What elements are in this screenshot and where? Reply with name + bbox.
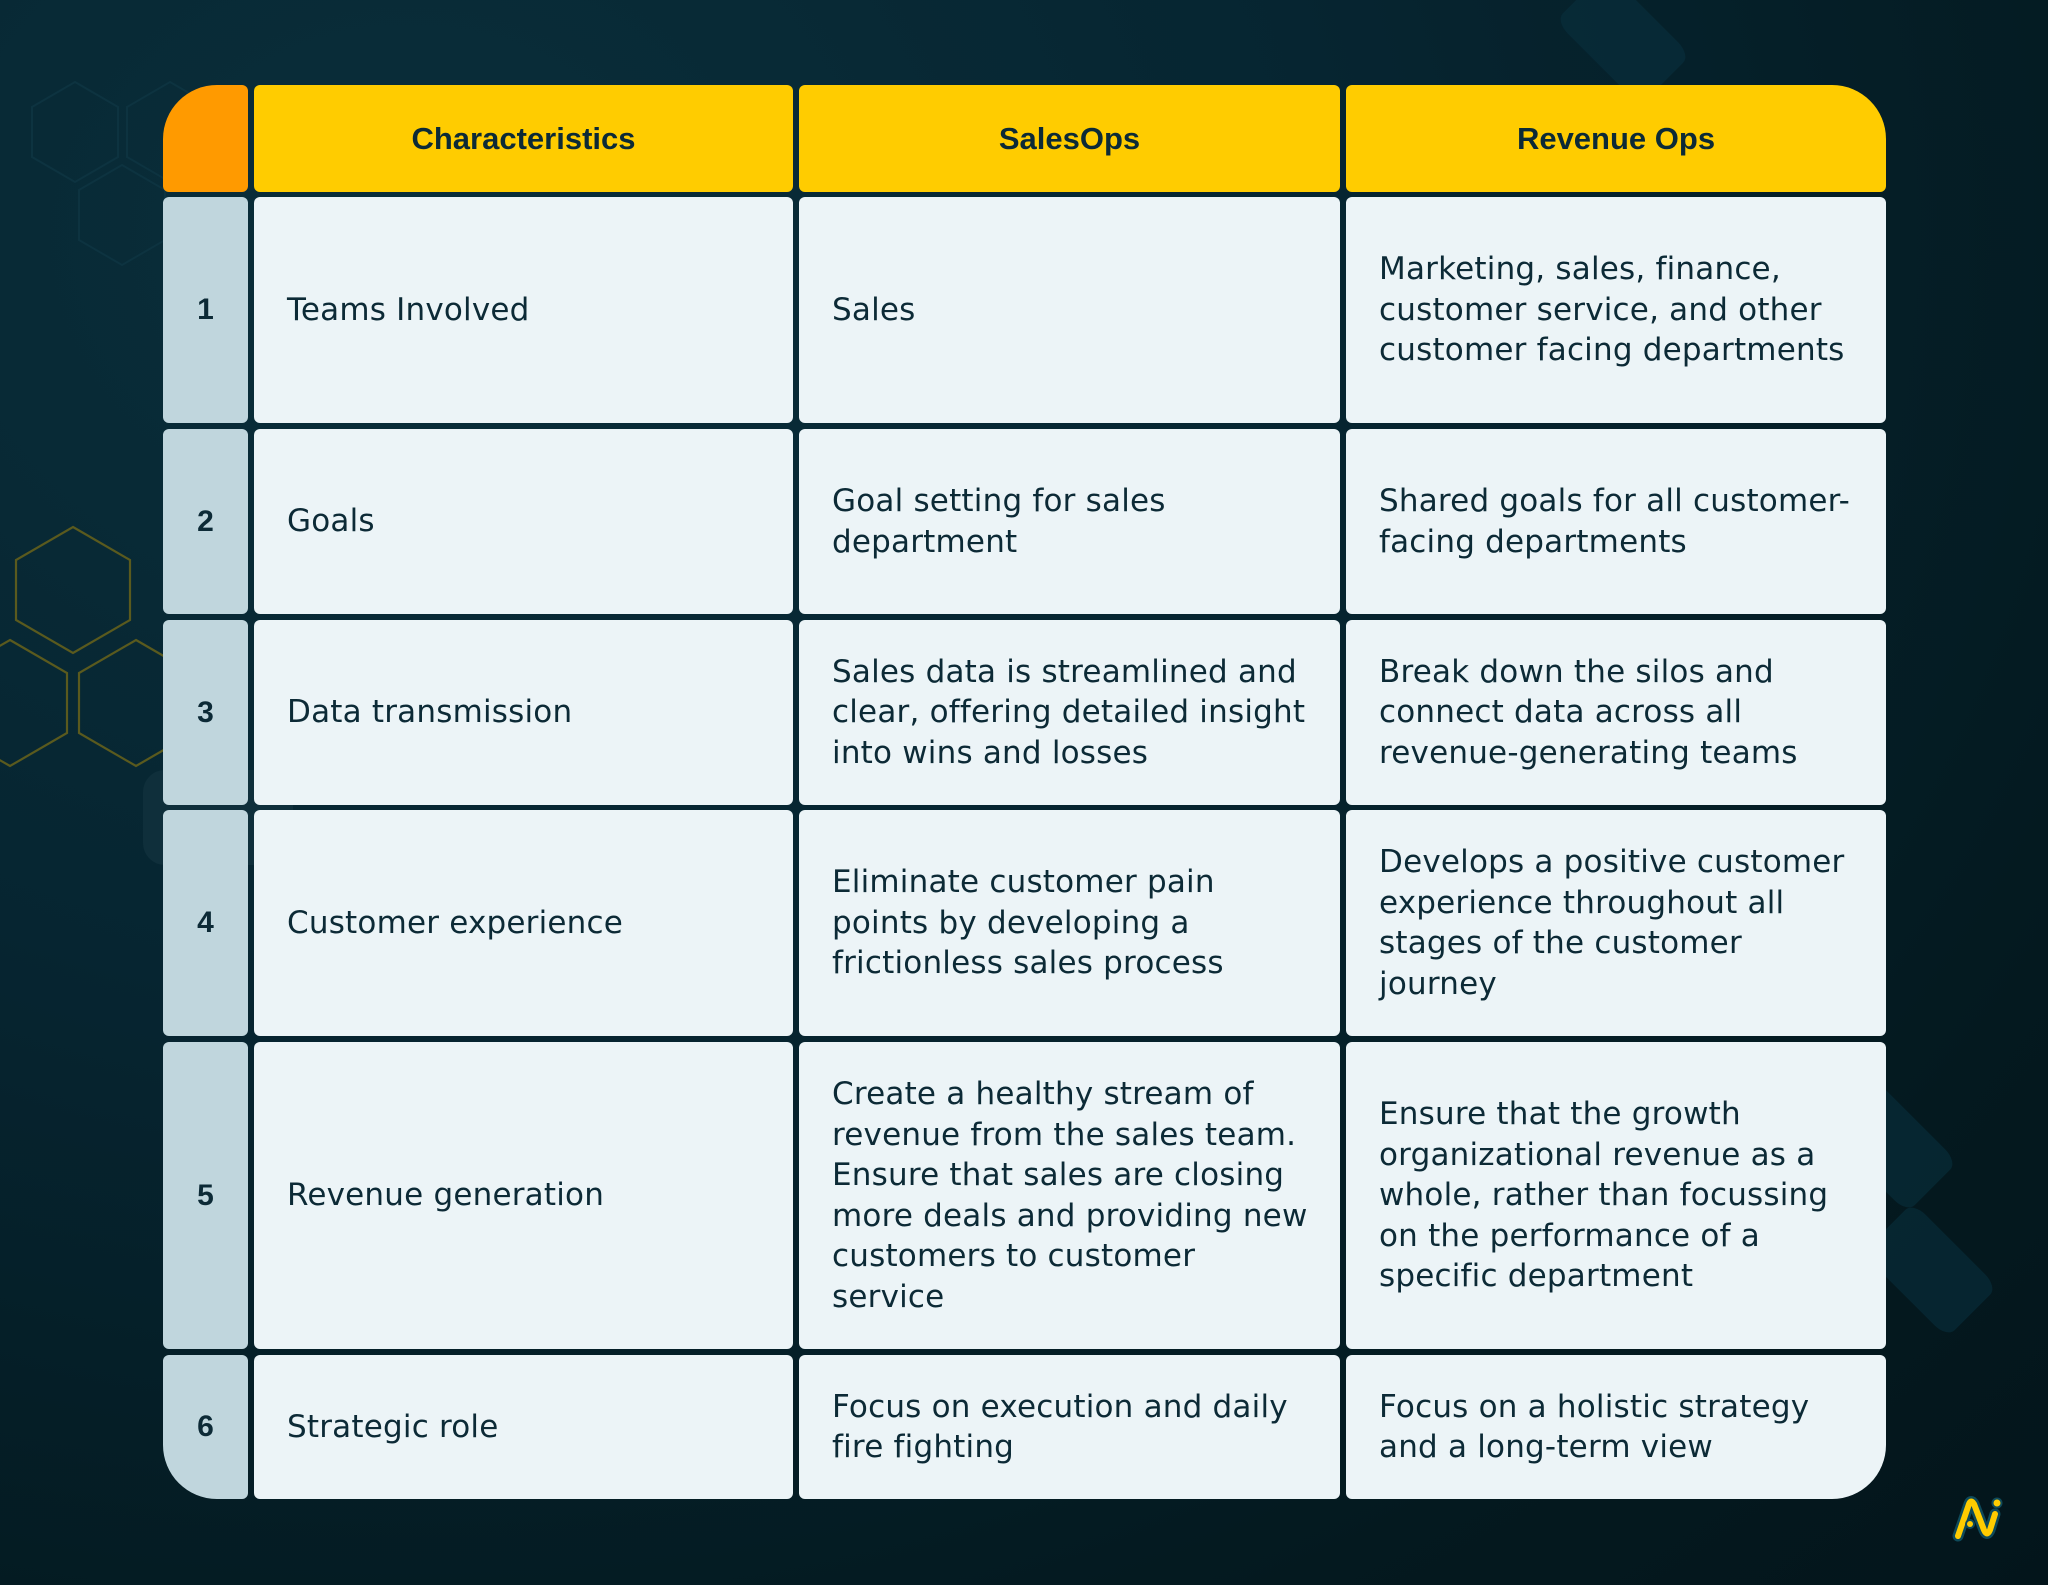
cell-revenueops: Break down the silos and connect data across all revenue-generating teams [1346,620,1886,805]
cell-characteristic: Data transmission [254,620,793,805]
row-index: 4 [163,810,248,1036]
cell-characteristic: Strategic role [254,1355,793,1499]
cell-salesops: Focus on execution and daily fire fighting [799,1355,1340,1499]
row-index: 5 [163,1042,248,1349]
cell-characteristic: Revenue generation [254,1042,793,1349]
header-salesops: SalesOps [799,85,1340,192]
cell-revenueops: Shared goals for all customer-facing departments [1346,429,1886,614]
row-index: 6 [163,1355,248,1499]
row-index: 2 [163,429,248,614]
cell-salesops: Sales data is streamlined and clear, offering detailed insight into wins and losses [799,620,1340,805]
header-characteristics: Characteristics [254,85,793,192]
hexagon-pattern-left [0,520,170,780]
cell-salesops: Create a healthy stream of revenue from the sales team. Ensure that sales are closing more deals and providing new customers to customer service [799,1042,1340,1349]
comparison-table [163,85,1886,1499]
ai-logo-icon [1952,1492,2004,1544]
cell-characteristic: Goals [254,429,793,614]
cell-characteristic: Customer experience [254,810,793,1036]
cell-revenueops: Ensure that the growth organizational revenue as a whole, rather than focussing on the performance of a specific department [1346,1042,1886,1349]
cell-characteristic: Teams Involved [254,197,793,423]
cell-salesops: Goal setting for sales department [799,429,1340,614]
cell-salesops: Eliminate customer pain points by developing a frictionless sales process [799,810,1340,1036]
cell-revenueops: Marketing, sales, finance, customer service, and other customer facing departments [1346,197,1886,423]
row-index: 3 [163,620,248,805]
cell-revenueops: Focus on a holistic strategy and a long-term view [1346,1355,1886,1499]
cell-revenueops: Develops a positive customer experience throughout all stages of the customer journey [1346,810,1886,1036]
row-index: 1 [163,197,248,423]
cell-salesops: Sales [799,197,1340,423]
header-corner [163,85,248,192]
header-revenueops: Revenue Ops [1346,85,1886,192]
